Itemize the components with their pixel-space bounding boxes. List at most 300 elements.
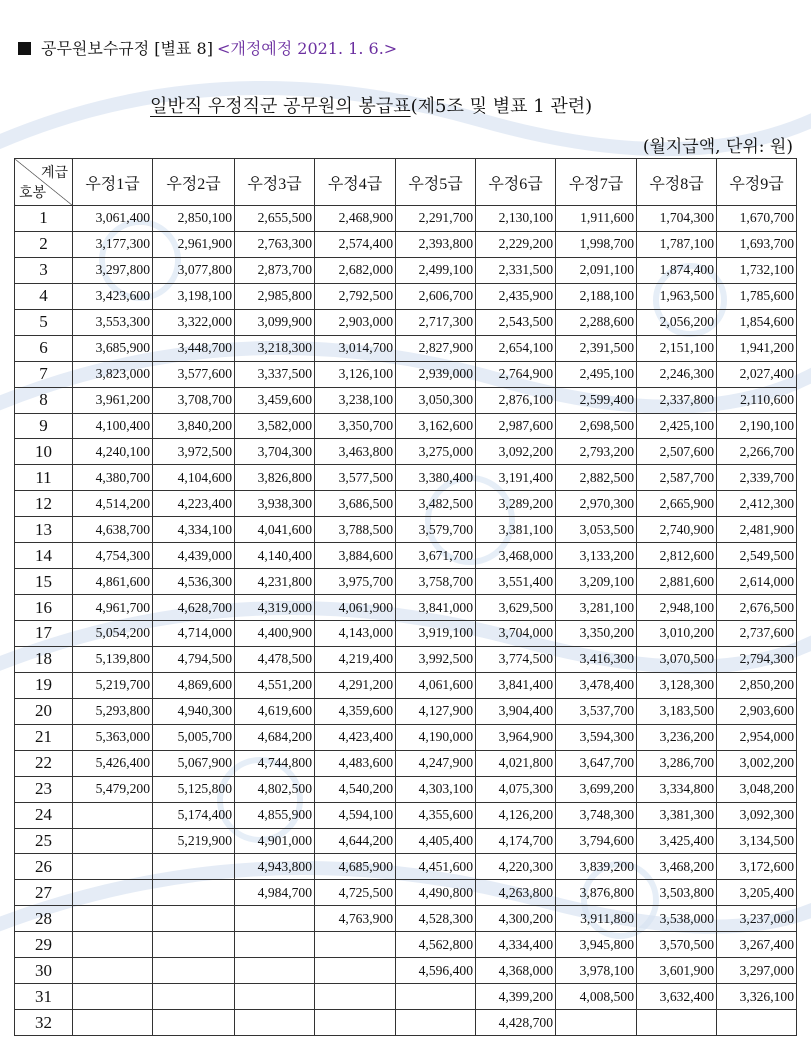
page-title bbox=[150, 92, 592, 118]
step-cell: 24 bbox=[15, 802, 73, 828]
salary-cell: 3,002,200 bbox=[717, 750, 797, 776]
salary-cell: 1,732,100 bbox=[717, 257, 797, 283]
salary-cell: 3,823,000 bbox=[73, 361, 153, 387]
salary-cell: 4,428,700 bbox=[476, 1010, 556, 1036]
salary-cell: 2,812,600 bbox=[637, 543, 717, 569]
table-row bbox=[15, 906, 797, 932]
salary-cell bbox=[153, 984, 235, 1010]
step-cell: 10 bbox=[15, 439, 73, 465]
salary-cell: 2,339,700 bbox=[717, 465, 797, 491]
step-cell: 9 bbox=[15, 413, 73, 439]
column-header: 우정7급 bbox=[556, 159, 637, 206]
step-cell: 3 bbox=[15, 257, 73, 283]
salary-cell: 3,238,100 bbox=[315, 387, 396, 413]
salary-cell: 2,614,000 bbox=[717, 569, 797, 595]
salary-cell: 4,405,400 bbox=[396, 828, 476, 854]
salary-cell: 2,794,300 bbox=[717, 646, 797, 672]
salary-cell bbox=[153, 1010, 235, 1036]
salary-cell bbox=[396, 1010, 476, 1036]
salary-cell bbox=[73, 906, 153, 932]
salary-cell: 4,220,300 bbox=[476, 854, 556, 880]
regulation-header bbox=[18, 36, 397, 59]
salary-cell: 4,400,900 bbox=[235, 621, 315, 647]
salary-cell bbox=[153, 854, 235, 880]
salary-cell: 3,334,800 bbox=[637, 776, 717, 802]
salary-cell: 3,758,700 bbox=[396, 569, 476, 595]
salary-cell: 3,128,300 bbox=[637, 672, 717, 698]
step-cell: 18 bbox=[15, 646, 73, 672]
salary-cell: 3,826,800 bbox=[235, 465, 315, 491]
salary-cell: 4,334,400 bbox=[476, 932, 556, 958]
salary-cell: 3,209,100 bbox=[556, 569, 637, 595]
salary-cell: 2,876,100 bbox=[476, 387, 556, 413]
salary-cell bbox=[556, 1010, 637, 1036]
salary-cell: 3,092,200 bbox=[476, 439, 556, 465]
salary-cell: 2,792,500 bbox=[315, 283, 396, 309]
salary-cell: 2,151,100 bbox=[637, 335, 717, 361]
table-row bbox=[15, 569, 797, 595]
square-bullet-icon bbox=[18, 42, 31, 55]
salary-cell: 4,685,900 bbox=[315, 854, 396, 880]
salary-cell: 2,130,100 bbox=[476, 206, 556, 232]
salary-cell: 3,133,200 bbox=[556, 543, 637, 569]
salary-cell: 3,704,000 bbox=[476, 621, 556, 647]
salary-cell: 2,717,300 bbox=[396, 309, 476, 335]
salary-cell: 3,840,200 bbox=[153, 413, 235, 439]
salary-cell: 2,266,700 bbox=[717, 439, 797, 465]
table-row bbox=[15, 698, 797, 724]
salary-cell: 4,551,200 bbox=[235, 672, 315, 698]
step-cell: 27 bbox=[15, 880, 73, 906]
salary-cell bbox=[637, 1010, 717, 1036]
salary-cell: 5,479,200 bbox=[73, 776, 153, 802]
salary-cell: 3,553,300 bbox=[73, 309, 153, 335]
salary-cell: 2,549,500 bbox=[717, 543, 797, 569]
salary-cell: 4,619,600 bbox=[235, 698, 315, 724]
salary-cell: 3,350,700 bbox=[315, 413, 396, 439]
salary-cell: 3,014,700 bbox=[315, 335, 396, 361]
pay-table bbox=[14, 158, 797, 1036]
salary-cell: 3,134,500 bbox=[717, 828, 797, 854]
salary-cell: 3,459,600 bbox=[235, 387, 315, 413]
salary-cell: 2,337,800 bbox=[637, 387, 717, 413]
salary-cell: 2,740,900 bbox=[637, 517, 717, 543]
column-header: 우정5급 bbox=[396, 159, 476, 206]
table-row bbox=[15, 283, 797, 309]
salary-cell: 3,632,400 bbox=[637, 984, 717, 1010]
table-row bbox=[15, 646, 797, 672]
step-cell: 11 bbox=[15, 465, 73, 491]
salary-cell: 2,881,600 bbox=[637, 569, 717, 595]
salary-cell: 3,162,600 bbox=[396, 413, 476, 439]
salary-cell bbox=[73, 854, 153, 880]
step-cell: 28 bbox=[15, 906, 73, 932]
salary-cell: 4,855,900 bbox=[235, 802, 315, 828]
salary-cell: 4,423,400 bbox=[315, 724, 396, 750]
salary-cell: 4,104,600 bbox=[153, 465, 235, 491]
salary-cell: 3,699,200 bbox=[556, 776, 637, 802]
salary-cell: 3,183,500 bbox=[637, 698, 717, 724]
salary-cell: 3,503,800 bbox=[637, 880, 717, 906]
salary-cell: 3,478,400 bbox=[556, 672, 637, 698]
salary-cell: 4,684,200 bbox=[235, 724, 315, 750]
salary-cell: 3,774,500 bbox=[476, 646, 556, 672]
salary-cell: 3,126,100 bbox=[315, 361, 396, 387]
salary-cell: 4,399,200 bbox=[476, 984, 556, 1010]
table-row bbox=[15, 517, 797, 543]
salary-cell: 3,236,200 bbox=[637, 724, 717, 750]
salary-cell: 4,368,000 bbox=[476, 958, 556, 984]
salary-cell: 2,425,100 bbox=[637, 413, 717, 439]
salary-cell bbox=[717, 1010, 797, 1036]
salary-cell: 3,538,000 bbox=[637, 906, 717, 932]
step-cell: 26 bbox=[15, 854, 73, 880]
unit-note: (월지급액, 단위: 원) bbox=[642, 137, 793, 157]
step-cell: 5 bbox=[15, 309, 73, 335]
salary-cell: 3,685,900 bbox=[73, 335, 153, 361]
salary-cell bbox=[315, 958, 396, 984]
table-row bbox=[15, 257, 797, 283]
salary-cell bbox=[315, 984, 396, 1010]
column-header: 우정2급 bbox=[153, 159, 235, 206]
salary-cell: 3,286,700 bbox=[637, 750, 717, 776]
table-row bbox=[15, 231, 797, 257]
salary-cell: 3,537,700 bbox=[556, 698, 637, 724]
step-cell: 6 bbox=[15, 335, 73, 361]
step-cell: 13 bbox=[15, 517, 73, 543]
salary-cell: 5,005,700 bbox=[153, 724, 235, 750]
salary-cell: 3,911,800 bbox=[556, 906, 637, 932]
salary-cell: 3,594,300 bbox=[556, 724, 637, 750]
salary-cell: 3,577,500 bbox=[315, 465, 396, 491]
salary-cell: 2,507,600 bbox=[637, 439, 717, 465]
corner-grade-label: 계급 bbox=[40, 166, 68, 181]
salary-cell: 2,288,600 bbox=[556, 309, 637, 335]
salary-cell: 4,041,600 bbox=[235, 517, 315, 543]
salary-cell: 3,423,600 bbox=[73, 283, 153, 309]
salary-cell: 3,218,300 bbox=[235, 335, 315, 361]
salary-cell: 3,919,100 bbox=[396, 621, 476, 647]
step-cell: 15 bbox=[15, 569, 73, 595]
salary-cell: 2,698,500 bbox=[556, 413, 637, 439]
salary-cell: 2,961,900 bbox=[153, 231, 235, 257]
salary-cell: 4,514,200 bbox=[73, 491, 153, 517]
salary-cell: 2,246,300 bbox=[637, 361, 717, 387]
salary-cell bbox=[73, 880, 153, 906]
salary-cell: 4,536,300 bbox=[153, 569, 235, 595]
header-row bbox=[15, 159, 797, 206]
salary-cell: 2,291,700 bbox=[396, 206, 476, 232]
salary-cell: 2,948,100 bbox=[637, 595, 717, 621]
salary-cell: 4,644,200 bbox=[315, 828, 396, 854]
salary-cell bbox=[73, 802, 153, 828]
salary-cell: 3,629,500 bbox=[476, 595, 556, 621]
salary-cell: 3,938,300 bbox=[235, 491, 315, 517]
salary-cell: 4,490,800 bbox=[396, 880, 476, 906]
step-cell: 19 bbox=[15, 672, 73, 698]
salary-cell: 3,686,500 bbox=[315, 491, 396, 517]
table-row bbox=[15, 491, 797, 517]
salary-cell: 5,139,800 bbox=[73, 646, 153, 672]
salary-cell: 4,126,200 bbox=[476, 802, 556, 828]
salary-cell: 3,570,500 bbox=[637, 932, 717, 958]
column-header: 우정4급 bbox=[315, 159, 396, 206]
salary-cell: 1,785,600 bbox=[717, 283, 797, 309]
salary-cell: 3,322,000 bbox=[153, 309, 235, 335]
salary-cell: 3,061,400 bbox=[73, 206, 153, 232]
salary-cell: 3,297,000 bbox=[717, 958, 797, 984]
salary-cell: 4,359,600 bbox=[315, 698, 396, 724]
salary-cell: 4,061,900 bbox=[315, 595, 396, 621]
table-row bbox=[15, 958, 797, 984]
salary-cell: 3,350,200 bbox=[556, 621, 637, 647]
table-row bbox=[15, 880, 797, 906]
column-header: 우정9급 bbox=[717, 159, 797, 206]
table-row bbox=[15, 387, 797, 413]
salary-cell: 2,229,200 bbox=[476, 231, 556, 257]
salary-cell: 4,451,600 bbox=[396, 854, 476, 880]
salary-cell: 3,077,800 bbox=[153, 257, 235, 283]
salary-cell: 2,391,500 bbox=[556, 335, 637, 361]
salary-cell: 2,574,400 bbox=[315, 231, 396, 257]
table-row bbox=[15, 750, 797, 776]
step-cell: 20 bbox=[15, 698, 73, 724]
salary-cell: 1,693,700 bbox=[717, 231, 797, 257]
salary-cell: 3,010,200 bbox=[637, 621, 717, 647]
salary-cell: 1,787,100 bbox=[637, 231, 717, 257]
salary-cell: 3,053,500 bbox=[556, 517, 637, 543]
salary-cell: 3,205,400 bbox=[717, 880, 797, 906]
salary-cell: 3,904,400 bbox=[476, 698, 556, 724]
salary-cell: 5,125,800 bbox=[153, 776, 235, 802]
salary-cell bbox=[315, 1010, 396, 1036]
salary-cell: 2,331,500 bbox=[476, 257, 556, 283]
salary-cell: 2,939,000 bbox=[396, 361, 476, 387]
salary-cell: 2,970,300 bbox=[556, 491, 637, 517]
salary-cell: 3,978,100 bbox=[556, 958, 637, 984]
table-row bbox=[15, 595, 797, 621]
salary-cell: 3,961,200 bbox=[73, 387, 153, 413]
table-row bbox=[15, 672, 797, 698]
salary-cell: 3,468,000 bbox=[476, 543, 556, 569]
salary-cell bbox=[153, 932, 235, 958]
salary-cell: 3,704,300 bbox=[235, 439, 315, 465]
table-row bbox=[15, 984, 797, 1010]
salary-cell: 4,869,600 bbox=[153, 672, 235, 698]
column-header: 우정8급 bbox=[637, 159, 717, 206]
salary-cell: 4,303,100 bbox=[396, 776, 476, 802]
column-header: 우정6급 bbox=[476, 159, 556, 206]
salary-cell: 1,998,700 bbox=[556, 231, 637, 257]
salary-cell: 1,874,400 bbox=[637, 257, 717, 283]
salary-cell: 3,448,700 bbox=[153, 335, 235, 361]
salary-cell: 4,140,400 bbox=[235, 543, 315, 569]
salary-cell: 2,606,700 bbox=[396, 283, 476, 309]
salary-cell: 2,654,100 bbox=[476, 335, 556, 361]
salary-cell: 4,483,600 bbox=[315, 750, 396, 776]
step-cell: 7 bbox=[15, 361, 73, 387]
salary-cell: 5,293,800 bbox=[73, 698, 153, 724]
salary-cell: 1,941,200 bbox=[717, 335, 797, 361]
table-row bbox=[15, 932, 797, 958]
step-cell: 4 bbox=[15, 283, 73, 309]
salary-cell: 4,540,200 bbox=[315, 776, 396, 802]
salary-cell: 5,054,200 bbox=[73, 621, 153, 647]
salary-cell: 2,056,200 bbox=[637, 309, 717, 335]
step-cell: 21 bbox=[15, 724, 73, 750]
salary-cell: 1,854,600 bbox=[717, 309, 797, 335]
salary-cell: 4,628,700 bbox=[153, 595, 235, 621]
step-cell: 31 bbox=[15, 984, 73, 1010]
salary-cell: 5,219,700 bbox=[73, 672, 153, 698]
column-header: 우정1급 bbox=[73, 159, 153, 206]
salary-cell: 4,291,200 bbox=[315, 672, 396, 698]
amendment-note: <개정예정 2021. 1. 6.> bbox=[216, 39, 398, 58]
salary-cell bbox=[153, 906, 235, 932]
table-row bbox=[15, 543, 797, 569]
salary-cell: 2,985,800 bbox=[235, 283, 315, 309]
salary-cell: 2,987,600 bbox=[476, 413, 556, 439]
table-row bbox=[15, 413, 797, 439]
salary-cell: 2,655,500 bbox=[235, 206, 315, 232]
salary-cell bbox=[235, 1010, 315, 1036]
column-header: 우정3급 bbox=[235, 159, 315, 206]
step-cell: 8 bbox=[15, 387, 73, 413]
salary-cell: 4,596,400 bbox=[396, 958, 476, 984]
salary-cell: 3,326,100 bbox=[717, 984, 797, 1010]
salary-cell: 3,099,900 bbox=[235, 309, 315, 335]
salary-cell: 3,972,500 bbox=[153, 439, 235, 465]
salary-cell: 3,876,800 bbox=[556, 880, 637, 906]
salary-cell: 3,647,700 bbox=[556, 750, 637, 776]
salary-cell: 4,439,000 bbox=[153, 543, 235, 569]
salary-cell: 4,100,400 bbox=[73, 413, 153, 439]
salary-cell: 3,425,400 bbox=[637, 828, 717, 854]
salary-cell: 3,708,700 bbox=[153, 387, 235, 413]
salary-cell: 3,582,000 bbox=[235, 413, 315, 439]
salary-cell: 1,911,600 bbox=[556, 206, 637, 232]
salary-cell: 3,884,600 bbox=[315, 543, 396, 569]
salary-cell: 4,943,800 bbox=[235, 854, 315, 880]
salary-cell bbox=[235, 984, 315, 1010]
salary-cell: 2,682,000 bbox=[315, 257, 396, 283]
salary-cell: 2,412,300 bbox=[717, 491, 797, 517]
salary-cell: 4,940,300 bbox=[153, 698, 235, 724]
table-row bbox=[15, 309, 797, 335]
step-cell: 25 bbox=[15, 828, 73, 854]
salary-cell: 2,676,500 bbox=[717, 595, 797, 621]
salary-cell: 4,355,600 bbox=[396, 802, 476, 828]
salary-cell: 4,247,900 bbox=[396, 750, 476, 776]
table-row bbox=[15, 439, 797, 465]
salary-cell: 4,174,700 bbox=[476, 828, 556, 854]
regulation-name: 공무원보수규정 [별표 8] bbox=[41, 39, 213, 58]
salary-cell bbox=[73, 1010, 153, 1036]
table-row bbox=[15, 828, 797, 854]
salary-cell: 2,091,100 bbox=[556, 257, 637, 283]
corner-step-label: 호봉 bbox=[19, 186, 47, 201]
salary-cell: 4,794,500 bbox=[153, 646, 235, 672]
salary-cell: 3,289,200 bbox=[476, 491, 556, 517]
salary-cell: 3,416,300 bbox=[556, 646, 637, 672]
salary-cell: 2,763,300 bbox=[235, 231, 315, 257]
table-row bbox=[15, 361, 797, 387]
salary-cell: 3,748,300 bbox=[556, 802, 637, 828]
salary-cell: 3,275,000 bbox=[396, 439, 476, 465]
salary-cell: 2,793,200 bbox=[556, 439, 637, 465]
step-cell: 2 bbox=[15, 231, 73, 257]
salary-cell: 3,381,300 bbox=[637, 802, 717, 828]
salary-cell: 2,110,600 bbox=[717, 387, 797, 413]
salary-cell bbox=[396, 984, 476, 1010]
salary-cell: 3,839,200 bbox=[556, 854, 637, 880]
salary-cell: 4,021,800 bbox=[476, 750, 556, 776]
salary-cell: 3,551,400 bbox=[476, 569, 556, 595]
salary-cell: 1,704,300 bbox=[637, 206, 717, 232]
salary-cell: 3,579,700 bbox=[396, 517, 476, 543]
salary-cell: 4,744,800 bbox=[235, 750, 315, 776]
salary-cell: 4,219,400 bbox=[315, 646, 396, 672]
salary-cell: 1,963,500 bbox=[637, 283, 717, 309]
salary-cell: 4,562,800 bbox=[396, 932, 476, 958]
salary-cell: 3,794,600 bbox=[556, 828, 637, 854]
salary-cell: 4,223,400 bbox=[153, 491, 235, 517]
salary-cell: 2,827,900 bbox=[396, 335, 476, 361]
salary-cell: 3,172,600 bbox=[717, 854, 797, 880]
salary-cell: 4,334,100 bbox=[153, 517, 235, 543]
salary-cell bbox=[73, 958, 153, 984]
salary-cell: 3,198,100 bbox=[153, 283, 235, 309]
salary-cell: 3,281,100 bbox=[556, 595, 637, 621]
salary-cell: 2,495,100 bbox=[556, 361, 637, 387]
table-row bbox=[15, 335, 797, 361]
salary-cell: 2,850,100 bbox=[153, 206, 235, 232]
salary-cell: 2,737,600 bbox=[717, 621, 797, 647]
table-row bbox=[15, 621, 797, 647]
table-row bbox=[15, 1010, 797, 1036]
step-cell: 32 bbox=[15, 1010, 73, 1036]
salary-cell bbox=[315, 932, 396, 958]
salary-cell: 3,191,400 bbox=[476, 465, 556, 491]
title-main: 일반직 우정직군 공무원의 봉급표 bbox=[150, 96, 411, 117]
salary-cell: 3,841,400 bbox=[476, 672, 556, 698]
salary-cell: 4,127,900 bbox=[396, 698, 476, 724]
salary-cell: 4,638,700 bbox=[73, 517, 153, 543]
salary-cell: 3,788,500 bbox=[315, 517, 396, 543]
salary-cell: 2,587,700 bbox=[637, 465, 717, 491]
table-row bbox=[15, 802, 797, 828]
salary-cell: 2,393,800 bbox=[396, 231, 476, 257]
step-cell: 30 bbox=[15, 958, 73, 984]
salary-cell: 4,802,500 bbox=[235, 776, 315, 802]
title-suffix: (제5조 및 별표 1 관련) bbox=[410, 96, 593, 117]
salary-cell: 3,964,900 bbox=[476, 724, 556, 750]
step-cell: 16 bbox=[15, 595, 73, 621]
salary-cell: 5,174,400 bbox=[153, 802, 235, 828]
salary-cell: 4,061,600 bbox=[396, 672, 476, 698]
salary-cell: 3,050,300 bbox=[396, 387, 476, 413]
salary-cell: 3,601,900 bbox=[637, 958, 717, 984]
salary-cell: 4,861,600 bbox=[73, 569, 153, 595]
salary-cell: 3,048,200 bbox=[717, 776, 797, 802]
salary-cell: 2,882,500 bbox=[556, 465, 637, 491]
salary-cell: 3,177,300 bbox=[73, 231, 153, 257]
step-cell: 22 bbox=[15, 750, 73, 776]
salary-cell: 5,363,000 bbox=[73, 724, 153, 750]
table-row bbox=[15, 776, 797, 802]
salary-cell: 2,599,400 bbox=[556, 387, 637, 413]
salary-cell: 4,380,700 bbox=[73, 465, 153, 491]
